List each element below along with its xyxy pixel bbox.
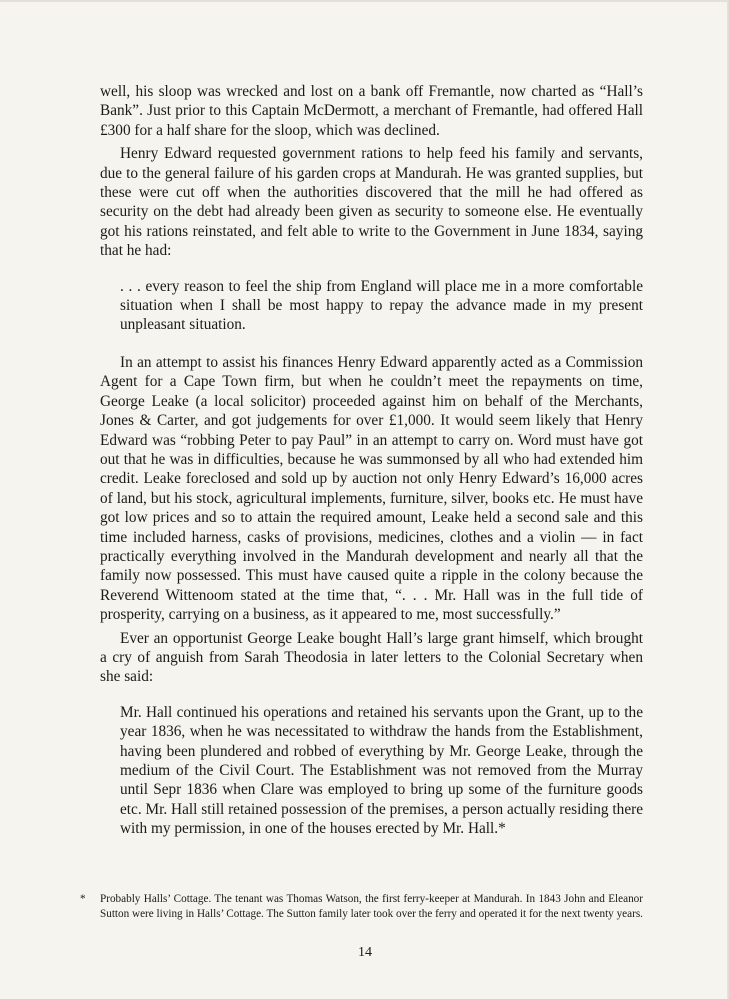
block-quote-2: Mr. Hall continued his operations and retained his servants upon the Grant, up to the year 1836, when he was necessitated to withdraw the hands from the Establishment, having been plundered and robbed of everything by Mr. George Leake, through the medium of the Civil Court. The Establishment was not removed from the Murray until Sepr 1836 when Clare was employed to bring up some of the furniture goods etc. Mr. Hall still retained possession of the premises, a person actually residing there with my permission, in one of the houses erected by Mr. Hall.* (120, 703, 643, 838)
paragraph-4: Ever an opportunist George Leake bought Hall’s large grant himself, which brought a cry of anguish from Sarah Theodosia in later letters to the Colonial Secretary when she said: (100, 629, 643, 686)
page-number: 14 (358, 945, 372, 960)
footnote-text: Probably Halls’ Cottage. The tenant was Thomas Watson, the first ferry-keeper at Mandurah. In 1843 John and Eleanor Sutton were living in Halls’ Cottage. The Sutton family later took over the ferry and operated it for the next twenty years. (100, 893, 643, 920)
paragraph-1: well, his sloop was wrecked and lost on a bank off Fremantle, now charted as “Hall’s Bank”. Just prior to this Captain McDermott, a merchant of Fremantle, had offered Hall £300 for a half share for the sloop, which was declined. (100, 83, 643, 139)
body-text (100, 82, 643, 857)
footnote (80, 892, 643, 922)
block-quote-1: . . . every reason to feel the ship from England will place me in a more comfortable situation when I shall be most happy to repay the advance made in my present unpleasant situation. (120, 277, 643, 334)
footnote-mark: * (80, 893, 86, 905)
page-top-edge (0, 0, 730, 2)
paragraph-3: In an attempt to assist his finances Henry Edward apparently acted as a Commission Agent for a Cape Town firm, but when he couldn’t meet the repayments on time, George Leake (a local solicitor) proceeded against him on behalf of the Merchants, Jones & Carter, and got judgements for over £1,000. It would seem likely that Henry Edward was “robbing Peter to pay Paul” in an attempt to carry on. Word must have got out that he was in difficulties, because he was summonsed by all who had extended him credit. Leake foreclosed and sold up by auction not only Henry Edward’s 16,000 acres of land, but his stock, agricultural implements, furniture, silver, books etc. He must have got low prices and so to attain the required amount, Leake held a second sale and this time included harness, casks of provisions, medicines, clothes and a violin — in fact practically everything involved in the Mandurah development and nearly all that the family now possessed. This must have caused quite a ripple in the colony because the Reverend Wittenoom stated at the time that, “. . . Mr. Hall was in the full tide of prosperity, carrying on a business, as it appeared to me, most successfully.” (100, 353, 643, 624)
paragraph-2: Henry Edward requested government rations to help feed his family and servants, due to the general failure of his garden crops at Mandurah. He was granted supplies, but these were cut off when the authorities discovered that the mill he had offered as security on the debt had already been given as security to someone else. He eventually got his rations reinstated, and felt able to write to the Government in June 1834, saying that he had: (100, 145, 643, 260)
